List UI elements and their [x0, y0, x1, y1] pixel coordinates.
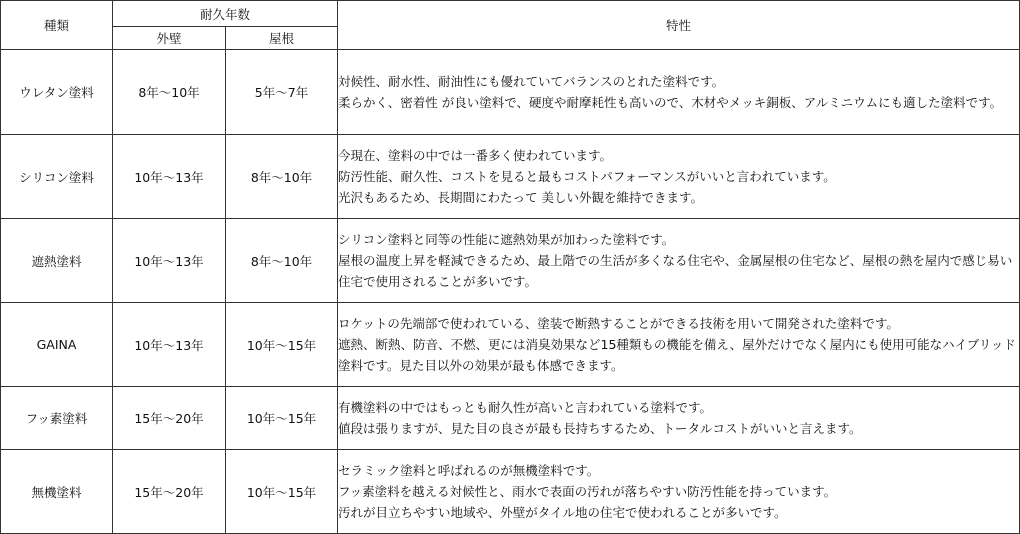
roof-years-cell: 8年～10年: [226, 135, 338, 219]
exterior-wall-years-cell: 15年～20年: [113, 387, 226, 450]
roof-years-cell: 5年～7年: [226, 50, 338, 135]
table-row: [1, 219, 1020, 303]
table-header: [1, 1, 1020, 50]
feature-line: 対候性、耐水性、耐油性にも優れていてバランスのとれた塗料です。: [338, 74, 725, 89]
exterior-wall-years-cell: 8年～10年: [113, 50, 226, 135]
feature-line: シリコン塗料と同等の性能に遮熱効果が加わった塗料です。: [338, 232, 675, 247]
exterior-wall-years-cell: 10年～13年: [113, 135, 226, 219]
features-cell: [338, 50, 1020, 135]
feature-line: 柔らかく、密着性 が良い塗料で、硬度や耐摩耗性も高いので、木材やメッキ銅板、アルミニウムにも適した塗料です。: [338, 95, 1003, 110]
feature-line: ロケットの先端部で使われている、塗装で断熱することができる技術を用いて開発された塗料です。: [338, 316, 899, 331]
table-row: [1, 303, 1020, 387]
feature-line: セラミック塗料と呼ばれるのが無機塗料です。: [338, 463, 600, 478]
feature-line: 汚れが目立ちやすい地域や、外壁がタイル地の住宅で使われることが多いです。: [338, 505, 787, 520]
feature-line: 有機塗料の中ではもっとも耐久性が高いと言われている塗料です。: [338, 400, 713, 415]
table-body: [1, 50, 1020, 534]
features-cell: [338, 303, 1020, 387]
header-durability: 耐久年数: [113, 1, 338, 27]
header-exterior-wall: 外壁: [113, 27, 226, 50]
features-cell: [338, 450, 1020, 534]
exterior-wall-years-cell: 15年～20年: [113, 450, 226, 534]
features-cell: [338, 387, 1020, 450]
table-row: [1, 387, 1020, 450]
header-features: 特性: [338, 1, 1020, 50]
header-roof: 屋根: [226, 27, 338, 50]
paint-kind-cell: 遮熱塗料: [1, 219, 113, 303]
table-row: [1, 450, 1020, 534]
exterior-wall-years-cell: 10年～13年: [113, 219, 226, 303]
feature-line: 光沢もあるため、長期間にわたって 美しい外観を維持できます。: [338, 190, 703, 205]
paint-kind-cell: GAINA: [1, 303, 113, 387]
roof-years-cell: 8年～10年: [226, 219, 338, 303]
paint-kind-cell: ウレタン塗料: [1, 50, 113, 135]
feature-line: 今現在、塗料の中では一番多く使われています。: [338, 148, 613, 163]
feature-line: フッ素塗料を越える対候性と、雨水で表面の汚れが落ちやすい防汚性能を持っています。: [338, 484, 837, 499]
paint-kind-cell: 無機塗料: [1, 450, 113, 534]
features-cell: [338, 135, 1020, 219]
feature-line: 屋根の温度上昇を軽減できるため、最上階での生活が多くなる住宅や、金属屋根の住宅など、屋根の熱を屋内で感じ易い住宅で使用されることが多いです。: [338, 253, 1013, 289]
paint-kind-cell: シリコン塗料: [1, 135, 113, 219]
table-row: [1, 135, 1020, 219]
feature-line: 遮熱、断熱、防音、不燃、更には消臭効果など15種類もの機能を備え、屋外だけでなく屋内にも使用可能なハイブリッド塗料です。見た目以外の効果が最も体感できます。: [338, 337, 1016, 373]
exterior-wall-years-cell: 10年～13年: [113, 303, 226, 387]
table-row: [1, 50, 1020, 135]
roof-years-cell: 10年～15年: [226, 450, 338, 534]
feature-line: 防汚性能、耐久性、コストを見ると最もコストパフォーマンスがいいと言われています。: [338, 169, 836, 184]
roof-years-cell: 10年～15年: [226, 303, 338, 387]
header-kind: 種類: [1, 1, 113, 50]
feature-line: 値段は張りますが、見た目の良さが最も長持ちするため、トータルコストがいいと言えます。: [338, 421, 862, 436]
features-cell: [338, 219, 1020, 303]
paint-kind-cell: フッ素塗料: [1, 387, 113, 450]
roof-years-cell: 10年～15年: [226, 387, 338, 450]
